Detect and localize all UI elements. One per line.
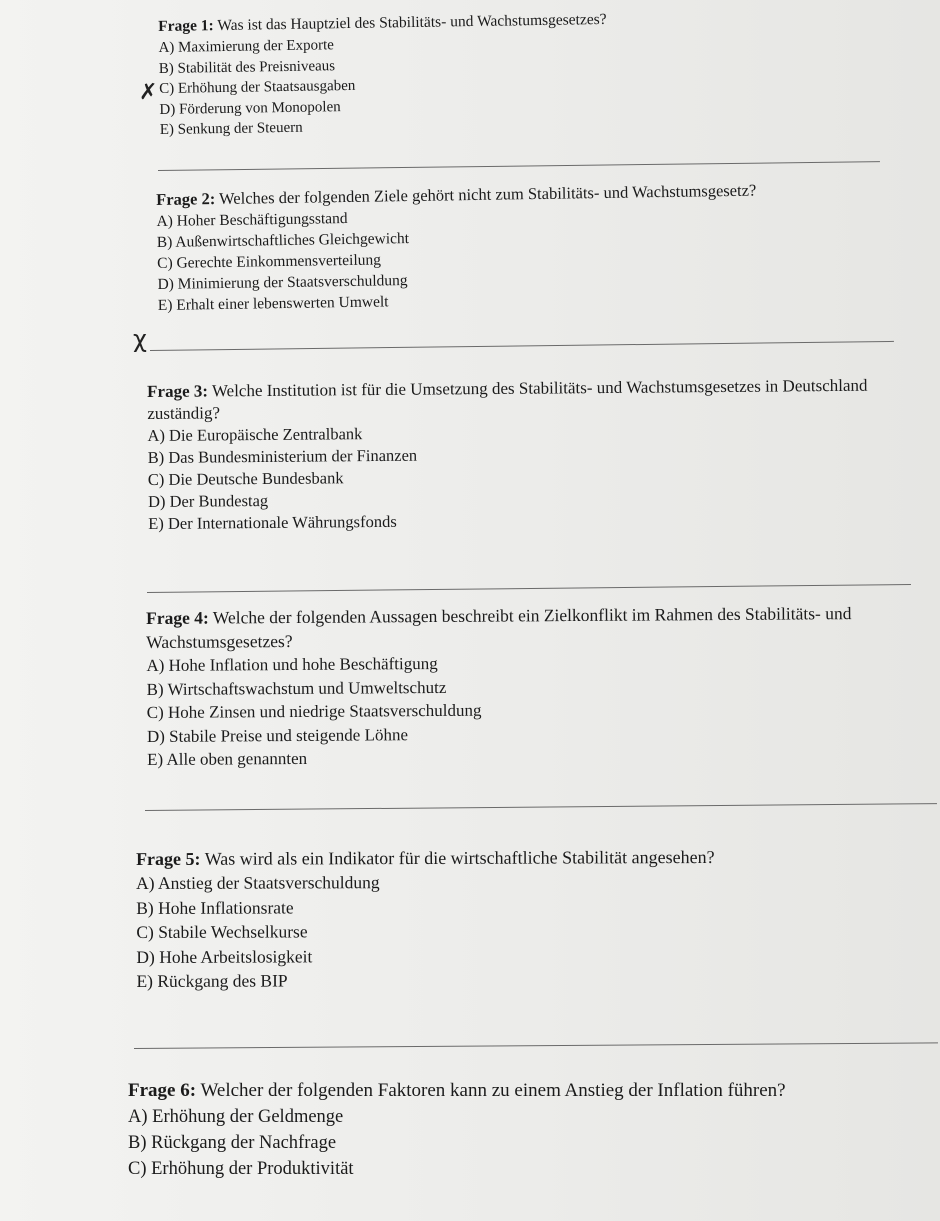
- handwritten-cross-mark-q1: ✗: [139, 80, 158, 105]
- question-2-option-a: A) Hoher Beschäftigungsstand: [156, 209, 348, 230]
- question-5-option-c: C) Stabile Wechselkurse: [136, 921, 308, 942]
- question-5-option-b: B) Hohe Inflationsrate: [136, 896, 294, 918]
- divider-line-2: [150, 341, 894, 351]
- question-3-title: [147, 374, 907, 425]
- question-5-text: Was wird als ein Indikator für die wirtschaftliche Stabilität angesehen?: [200, 846, 715, 869]
- question-4-text: Welche der folgenden Aussagen beschreibt ein Zielkonflikt im Rahmen des Stabilitäts- und Wachstumsgesetzes?: [146, 603, 852, 652]
- question-6-option-a: A) Erhöhung der Geldmenge: [128, 1107, 344, 1127]
- question-1-option-c: C) Erhöhung der Staatsausgaben: [159, 77, 356, 97]
- question-3: [147, 374, 908, 535]
- question-6-option-b: B) Rückgang der Nachfrage: [128, 1133, 337, 1153]
- question-3-option-c: C) Die Deutsche Bundesbank: [147, 468, 344, 489]
- question-4-option-b: B) Wirtschaftswachstum und Umweltschutz: [146, 677, 447, 699]
- question-5: [136, 844, 927, 993]
- question-5-option-d: D) Hohe Arbeitslosigkeit: [136, 945, 313, 967]
- question-4-option-d: D) Stabile Preise und steigende Löhne: [146, 724, 409, 746]
- question-4: [146, 601, 857, 771]
- question-2-option-b: B) Außenwirtschaftliches Gleichgewicht: [156, 230, 410, 251]
- question-4-option-c: C) Hohe Zinsen und niedrige Staatsverschuldung: [146, 700, 482, 722]
- question-4-option-a: A) Hohe Inflation und hohe Beschäftigung: [146, 653, 438, 675]
- divider-line-5: [134, 1042, 938, 1049]
- question-3-option-b: B) Das Bundesministerium der Finanzen: [147, 445, 418, 467]
- question-5-title: [136, 844, 926, 871]
- question-3-option-d: D) Der Bundestag: [147, 490, 269, 511]
- question-5-label: Frage 5:: [136, 848, 201, 869]
- question-5-option-e: E) Rückgang des BIP: [136, 970, 288, 991]
- question-6-label: Frage 6:: [128, 1080, 197, 1101]
- question-3-option-e: E) Der Internationale Währungsfonds: [148, 511, 397, 533]
- question-1-option-b: B) Stabilität des Preisniveaus: [158, 57, 336, 77]
- question-3-label: Frage 3:: [147, 381, 209, 401]
- question-2-option-c: C) Gerechte Einkommensverteilung: [157, 251, 382, 272]
- question-6-title: [128, 1078, 928, 1104]
- question-6-text: Welcher der folgenden Faktoren kann zu einem Anstieg der Inflation führen?: [196, 1080, 786, 1101]
- question-4-option-e: E) Alle oben genannten: [147, 748, 308, 769]
- question-1-option-a: A) Maximierung der Exporte: [158, 37, 334, 56]
- divider-line-1: [158, 161, 880, 171]
- divider-line-3: [147, 584, 911, 593]
- question-3-option-a: A) Die Europäische Zentralbank: [147, 424, 363, 445]
- question-5-option-a: A) Anstieg der Staatsverschuldung: [136, 872, 380, 893]
- question-6: [128, 1078, 928, 1182]
- divider-line-4: [145, 803, 937, 811]
- question-1-text: Was ist das Hauptziel des Stabilitäts- und Wachstumsgesetzes?: [213, 10, 607, 35]
- question-2: [156, 178, 878, 316]
- question-2-option-d: D) Minimierung der Staatsverschuldung: [157, 272, 408, 293]
- question-3-text: Welche Institution ist für die Umsetzung des Stabilitäts- und Wachstumsgesetzes in Deutschland zuständig?: [147, 375, 868, 423]
- handwritten-cross-mark-q2: χ: [133, 325, 147, 353]
- question-1-option-e: E) Senkung der Steuern: [159, 119, 303, 138]
- question-1-label: Frage 1:: [158, 17, 214, 35]
- question-1-option-d: D) Förderung von Monopolen: [159, 98, 341, 118]
- question-2-label: Frage 2:: [156, 189, 216, 209]
- question-6-option-c: C) Erhöhung der Produktivität: [128, 1159, 354, 1179]
- question-4-label: Frage 4:: [146, 607, 209, 628]
- question-4-title: [146, 601, 856, 654]
- question-2-text: Welches der folgenden Ziele gehört nicht zum Stabilitäts- und Wachstumsgesetz?: [215, 180, 757, 209]
- question-1: [158, 7, 760, 141]
- question-2-option-e: E) Erhalt einer lebenswerten Umwelt: [157, 293, 389, 314]
